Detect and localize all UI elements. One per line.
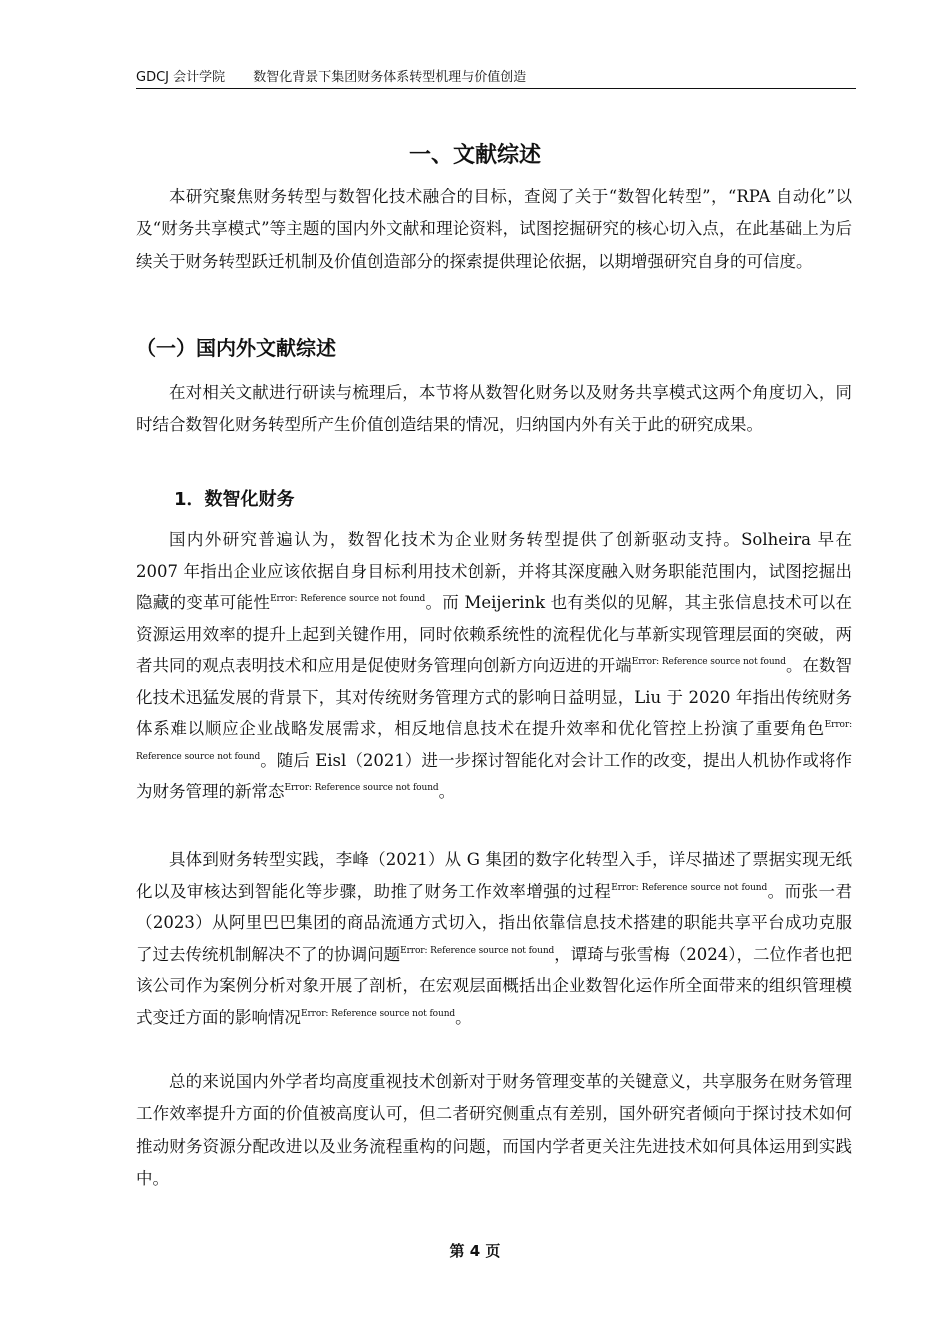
para2-text-2: 。而张一君（2023）从阿里巴巴集团的商品流通方式切入，指出依靠信息技术搭建的职能共享平台成功克服了过去传统机制解决不了的协调问题 — [136, 881, 853, 964]
reference-error: Error: Reference source not found — [301, 1008, 456, 1019]
subsection-title: （一）国内外文献综述 — [136, 336, 336, 360]
body-paragraph-3: 总的来说国内外学者均高度重视技术创新对于财务管理变革的关键意义，共享服务在财务管理工作效率提升方面的价值被高度认可，但二者研究侧重点有差别，国外研究者倾向于探讨技术如何推动财务资源分配改进以及业务流程重构的问题，而国内学者更关注先进技术如何具体运用到实践中。 — [136, 1072, 852, 1188]
section-title: 一、文献综述 — [408, 143, 541, 168]
sub-heading: 1．数智化财务 — [174, 489, 295, 510]
para1-text-3: 。在数智化技术迅猛发展的背景下，其对传统财务管理方式的影响日益明显，Liu 于 2020 年指出传统财务体系难以顺应企业战略发展需求，相反地信息技术在提升效率和优化管控上扮演了重要角色 — [136, 656, 853, 738]
intro-paragraph: 本研究聚焦财务转型与数智化技术融合的目标，查阅了关于“数智化转型”，“RPA 自动化”以及“财务共享模式”等主题的国内外文献和理论资料，试图挖掘研究的核心切入点，在此基础上为后续关于财务转型跃迁机制及价值创造部分的探索提供理论依据，以期增强研究自身的可信度。 — [136, 187, 852, 271]
header-course: GDCJ 会计学院 — [136, 70, 226, 85]
reference-error: Error: Reference source not found — [631, 657, 786, 667]
body-paragraph-1 — [136, 524, 852, 808]
page-number: 第 4 页 — [449, 1242, 501, 1260]
header-title: 数智化背景下集团财务体系转型机理与价值创造 — [253, 70, 527, 85]
reference-error: Error: Reference source not found — [400, 945, 555, 956]
para2-text-4: 。 — [455, 1007, 472, 1027]
para2-text-1: 具体到财务转型实践，李峰（2021）从 G 集团的数字化转型入手，详尽描述了票据实现无纸化以及审核达到智能化等步骤，助推了财务工作效率增强的过程 — [136, 850, 852, 901]
para1-text-4: 。随后 Eisl（2021）进一步探讨智能化对会计工作的改变，提出人机协作或将作为财务管理的新常态 — [136, 750, 852, 801]
para2-text-3: ，谭琦与张雪梅（2024），二位作者也把该公司作为案例分析对象开展了剖析，在宏观层面概括出企业数智化运作所全面带来的组织管理模式变迁方面的影响情况 — [136, 944, 853, 1027]
reference-error: Error: Reference source not found — [284, 783, 439, 793]
reference-error: Error: Reference source not found — [270, 594, 426, 604]
para1-text-5: 。 — [438, 782, 456, 801]
para1-text-1: 国内外研究普遍认为，数智化技术为企业财务转型提供了创新驱动支持。Solheira 早在 2007 年指出企业应该依据自身目标利用技术创新，并将其深度融入财务职能范围内，试图挖掘出隐藏的变革可能性 — [136, 530, 852, 612]
body-paragraph-2 — [136, 844, 852, 1033]
para1-text-2: 。而 Meijerink 也有类似的见解，其主张信息技术可以在资源运用效率的提升上起到关键作用，同时依赖系统性的流程优化与革新实现管理层面的突破，两者共同的观点表明技术和应用是促使财务管理向创新方向迈进的开端 — [136, 593, 852, 675]
reference-error: Error: Reference source not found — [136, 720, 852, 762]
running-header — [136, 68, 856, 89]
subsection-intro-paragraph: 在对相关文献进行研读与梳理后，本节将从数智化财务以及财务共享模式这两个角度切入，同时结合数智化财务转型所产生价值创造结果的情况，归纳国内外有关于此的研究成果。 — [136, 383, 852, 435]
reference-error: Error: Reference source not found — [611, 882, 768, 893]
